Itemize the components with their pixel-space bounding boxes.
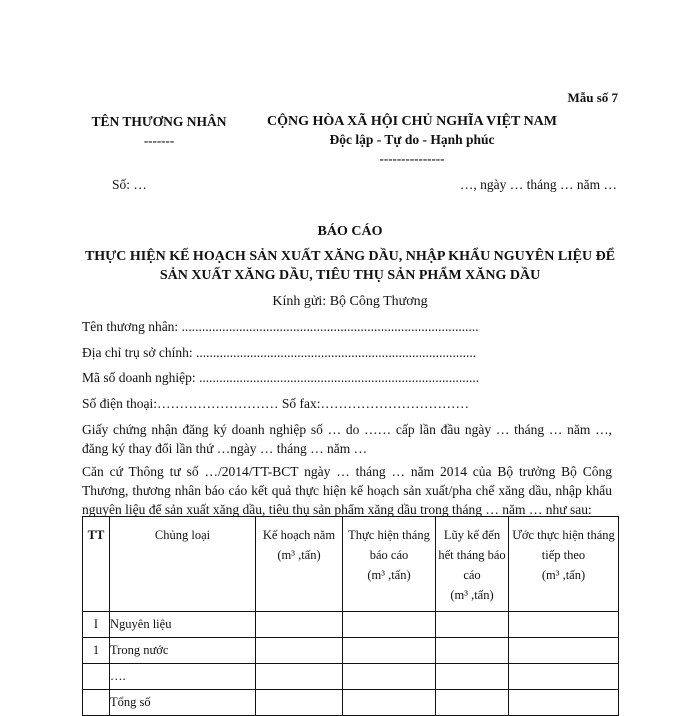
certificate-paragraph: Giấy chứng nhận đăng ký doanh nghiệp số … do …… cấp lần đầu ngày … tháng … năm …, đăng ký thay đổi lần thứ …ngày … tháng … năm …: [82, 422, 612, 456]
addressee: Kính gửi: Bộ Công Thương: [272, 294, 428, 309]
row-type: Tổng số: [110, 690, 256, 716]
enterprise-code-field: Mã số doanh nghiệp: ...................................................................................: [82, 370, 480, 385]
row-cell: [343, 690, 436, 716]
row-type: Trong nước: [110, 638, 256, 664]
report-subtitle-line2: SẢN XUẤT XĂNG DẦU, TIÊU THỤ SẢN PHẨM XĂNG DẦU: [159, 268, 541, 283]
row-type: ….: [110, 664, 256, 690]
phone-fax-field: Số điện thoại:……………………… Số fax:……………………………: [82, 396, 469, 411]
form-number: Mẫu số 7: [567, 90, 618, 105]
report-subtitle-line1: THỰC HIỆN KẾ HOẠCH SẢN XUẤT XĂNG DẦU, NHẬP KHẨU NGUYÊN LIỆU ĐỂ: [84, 249, 616, 264]
header-forecast: [509, 517, 619, 612]
row-cell: [343, 612, 436, 638]
header-actual-unit: (m³ ,tấn): [367, 568, 411, 582]
row-tt: [83, 664, 110, 690]
header-cumulative-unit: (m³ ,tấn): [450, 588, 494, 602]
table-row: [83, 638, 619, 664]
header-plan-unit: (m³ ,tấn): [277, 548, 321, 562]
basis-paragraph: Căn cứ Thông tư số …/2014/TT-BCT ngày … tháng … năm 2014 của Bộ trưởng Bộ Công Thương, thương nhân báo cáo kết quả thực hiện kế hoạch sản xuất/pha chế xăng dầu, nhập khẩu nguyên liệu để sản xuất xăng dầu, tiêu thụ sản phẩm xăng dầu trong tháng … năm … như sau:: [82, 464, 612, 517]
table-row: [83, 690, 619, 716]
header-plan-label: Kế hoạch năm: [262, 528, 336, 542]
motto: Độc lập - Tự do - Hạnh phúc: [329, 132, 495, 147]
row-tt: 1: [83, 638, 110, 664]
trader-name-field: Tên thương nhân: ........................................................................................: [82, 319, 479, 334]
table-header-row: [83, 517, 619, 612]
header-type: Chủng loại: [110, 517, 256, 612]
header-tt: TT: [83, 517, 110, 612]
row-cell: [256, 638, 343, 664]
header-actual-label: Thực hiện tháng báo cáo: [348, 528, 430, 562]
row-cell: [436, 638, 509, 664]
row-cell: [256, 690, 343, 716]
row-cell: [509, 690, 619, 716]
row-cell: [343, 664, 436, 690]
row-cell: [256, 612, 343, 638]
row-cell: [509, 638, 619, 664]
row-cell: [509, 612, 619, 638]
document-number: Số: …: [112, 177, 147, 192]
document-date: …, ngày … tháng … năm …: [459, 177, 617, 192]
table-row: [83, 612, 619, 638]
header-plan: [256, 517, 343, 612]
header-actual: [343, 517, 436, 612]
row-tt: [83, 690, 110, 716]
header-cumulative-label: Lũy kế đến hết tháng báo cáo: [438, 528, 506, 582]
header-cumulative: [436, 517, 509, 612]
trader-name-heading: TÊN THƯƠNG NHÂN: [91, 114, 227, 129]
head-office-field: Địa chỉ trụ sở chính: ...................................................................................: [82, 345, 477, 360]
row-cell: [436, 690, 509, 716]
row-cell: [256, 664, 343, 690]
row-cell: [436, 664, 509, 690]
report-table: [82, 516, 619, 716]
row-type: Nguyên liệu: [110, 612, 256, 638]
row-tt: I: [83, 612, 110, 638]
table-row: [83, 664, 619, 690]
report-title: BÁO CÁO: [317, 224, 383, 239]
row-cell: [343, 638, 436, 664]
motto-divider: ---------------: [379, 151, 445, 166]
header-forecast-label: Ước thực hiện tháng tiếp theo: [512, 528, 615, 562]
header-forecast-unit: (m³ ,tấn): [541, 568, 586, 582]
row-cell: [436, 612, 509, 638]
trader-name-divider: -------: [143, 133, 175, 148]
row-cell: [509, 664, 619, 690]
republic-heading: CỘNG HÒA XÃ HỘI CHỦ NGHĨA VIỆT NAM: [266, 114, 557, 129]
